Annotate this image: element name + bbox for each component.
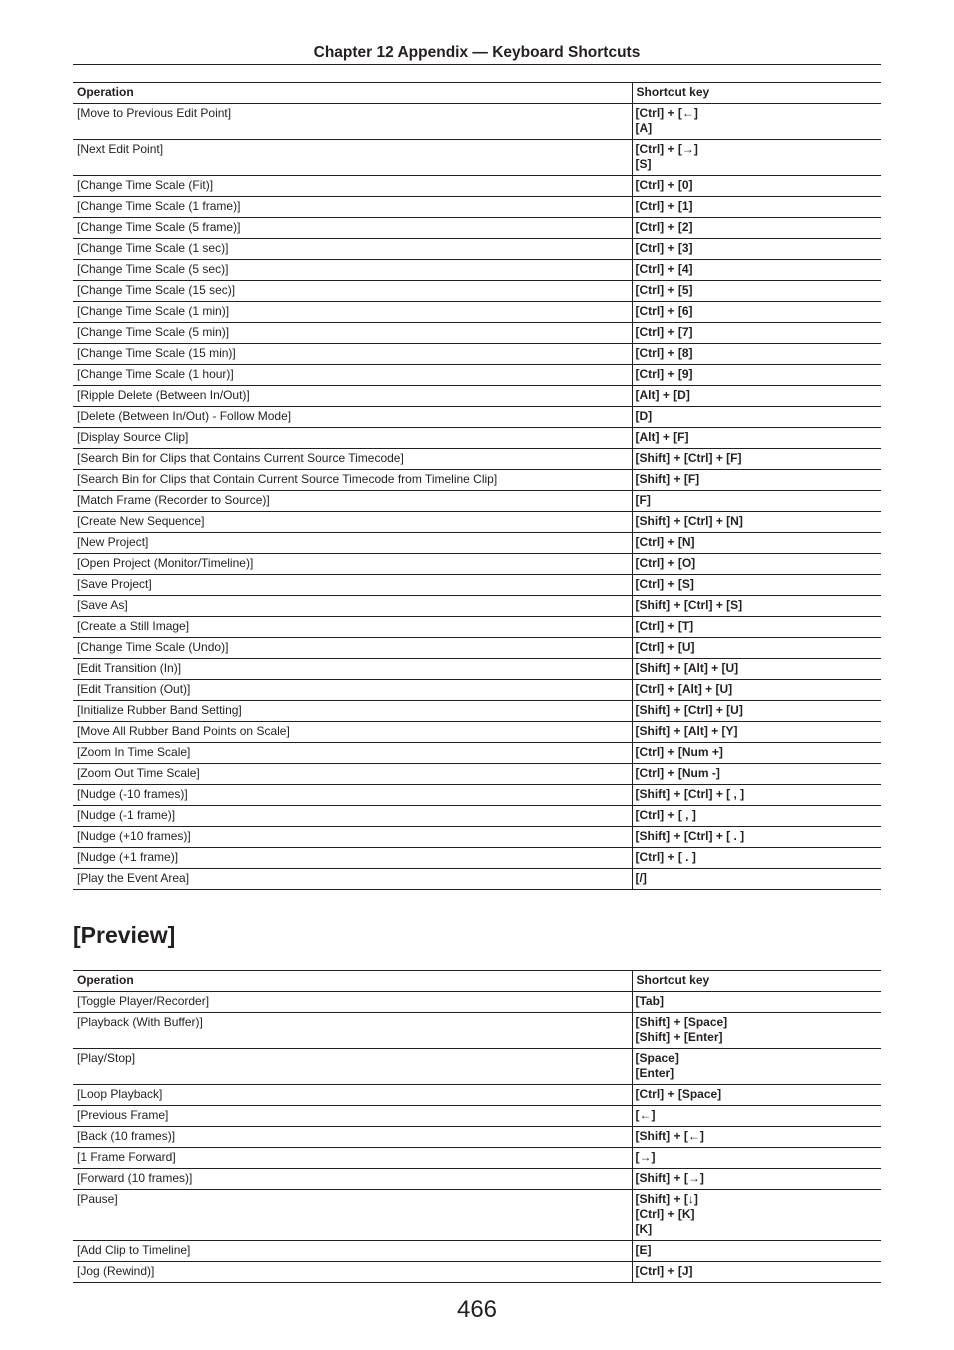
operation-cell: [Delete (Between In/Out) - Follow Mode] [73,407,632,428]
shortcut-key: [Ctrl] + [S] [635,577,694,591]
operation-cell: [Nudge (-10 frames)] [73,785,632,806]
shortcut-key-cell [632,365,881,386]
shortcut-key-cell [632,617,881,638]
shortcut-key-cell [632,1085,881,1106]
shortcut-key-cell [632,344,881,365]
table-row [73,1241,881,1262]
table-row [73,323,881,344]
table-row [73,680,881,701]
column-header-shortcut-key: Shortcut key [632,83,881,104]
shortcut-key-cell [632,869,881,890]
shortcut-key-cell [632,1127,881,1148]
shortcut-key: [Ctrl] + [J] [635,1264,693,1278]
operation-cell: [Initialize Rubber Band Setting] [73,701,632,722]
operation-cell: [Change Time Scale (1 sec)] [73,239,632,260]
shortcut-key-cell [632,281,881,302]
shortcut-key-cell [632,491,881,512]
table-row [73,302,881,323]
shortcut-key: [Shift] + [Ctrl] + [ . ] [635,829,745,843]
operation-cell: [Create a Still Image] [73,617,632,638]
operation-cell: [Edit Transition (Out)] [73,680,632,701]
table-row [73,104,881,140]
table-row [73,344,881,365]
operation-cell: [1 Frame Forward] [73,1148,632,1169]
shortcut-key: [Shift] + [↓] [635,1192,698,1206]
table-row [73,1085,881,1106]
table-row [73,554,881,575]
operation-cell: [Edit Transition (In)] [73,659,632,680]
shortcut-key-cell [632,176,881,197]
operation-cell: [Create New Sequence] [73,512,632,533]
table-row [73,1169,881,1190]
operation-cell: [Loop Playback] [73,1085,632,1106]
shortcut-key: [Ctrl] + [0] [635,178,693,192]
shortcut-key: [Ctrl] + [6] [635,304,693,318]
shortcut-key-cell [632,743,881,764]
operation-cell: [Ripple Delete (Between In/Out)] [73,386,632,407]
table-row [73,617,881,638]
operation-cell: [Zoom Out Time Scale] [73,764,632,785]
operation-cell: [Play the Event Area] [73,869,632,890]
table-body [73,992,881,1283]
shortcut-key-cell [632,140,881,176]
table-row [73,1127,881,1148]
shortcut-key-cell [632,1049,881,1085]
operation-cell: [Search Bin for Clips that Contain Current Source Timecode from Timeline Clip] [73,470,632,491]
operation-cell: [Pause] [73,1190,632,1241]
shortcut-key: [K] [635,1222,653,1236]
operation-cell: [Nudge (+1 frame)] [73,848,632,869]
shortcut-key-cell [632,302,881,323]
shortcut-key: [Shift] + [Ctrl] + [F] [635,451,742,465]
shortcut-key: [Ctrl] + [5] [635,283,693,297]
shortcut-key-cell [632,449,881,470]
table-row [73,428,881,449]
operation-cell: [Play/Stop] [73,1049,632,1085]
shortcut-key: [Ctrl] + [1] [635,199,693,213]
shortcut-key-cell [632,575,881,596]
operation-cell: [Move All Rubber Band Points on Scale] [73,722,632,743]
shortcut-key: [/] [635,871,647,885]
shortcut-key-cell [632,197,881,218]
shortcut-key: [Ctrl] + [4] [635,262,693,276]
shortcut-key-cell [632,323,881,344]
shortcut-key: [Alt] + [F] [635,430,689,444]
table-header-row [73,83,881,104]
shortcut-key-cell [632,104,881,140]
operation-cell: [Playback (With Buffer)] [73,1013,632,1049]
operation-cell: [Save As] [73,596,632,617]
shortcut-key: [Shift] + [Ctrl] + [ , ] [635,787,745,801]
shortcut-key: [Enter] [635,1066,675,1080]
table-row [73,575,881,596]
shortcut-key: [←] [635,1108,656,1122]
shortcut-key: [Shift] + [Ctrl] + [U] [635,703,743,717]
shortcut-key-cell [632,386,881,407]
table-row [73,176,881,197]
operation-cell: [Nudge (-1 frame)] [73,806,632,827]
shortcut-key-cell [632,1262,881,1283]
operation-cell: [Change Time Scale (Undo)] [73,638,632,659]
table-row [73,281,881,302]
table-row [73,218,881,239]
table-row [73,1013,881,1049]
shortcut-key-cell [632,239,881,260]
shortcut-key-cell [632,596,881,617]
shortcut-key: [Ctrl] + [K] [635,1207,695,1221]
shortcut-key: [Ctrl] + [←] [635,106,698,120]
shortcut-key: [Ctrl] + [U] [635,640,695,654]
shortcut-key-cell [632,722,881,743]
table-row [73,197,881,218]
table-row [73,701,881,722]
shortcut-key-cell [632,1013,881,1049]
header-divider [73,64,881,65]
table-row [73,659,881,680]
shortcut-key-cell [632,638,881,659]
shortcut-key: [Shift] + [Ctrl] + [S] [635,598,743,612]
shortcut-key: [Shift] + [Alt] + [U] [635,661,739,675]
shortcut-key: [Tab] [635,994,664,1008]
shortcut-key: [Shift] + [Ctrl] + [N] [635,514,743,528]
table-row [73,1106,881,1127]
table-row [73,1049,881,1085]
shortcut-key: [Ctrl] + [ . ] [635,850,696,864]
column-header-shortcut-key: Shortcut key [632,971,881,992]
operation-cell: [Save Project] [73,575,632,596]
operation-cell: [Change Time Scale (1 frame)] [73,197,632,218]
table-row [73,1148,881,1169]
table-row [73,806,881,827]
table-row [73,992,881,1013]
shortcut-key: [Ctrl] + [Space] [635,1087,722,1101]
chapter-header: Chapter 12 Appendix — Keyboard Shortcuts [313,44,641,61]
shortcut-key-cell [632,512,881,533]
section-title-preview: [Preview] [73,922,176,948]
table-row [73,491,881,512]
shortcut-key: [Alt] + [D] [635,388,690,402]
shortcut-key: [→] [635,1150,656,1164]
shortcut-key: [Ctrl] + [9] [635,367,693,381]
table-row [73,407,881,428]
shortcut-key-cell [632,470,881,491]
shortcut-key: [Ctrl] + [8] [635,346,693,360]
operation-cell: [Search Bin for Clips that Contains Current Source Timecode] [73,449,632,470]
table-row [73,722,881,743]
shortcut-key-cell [632,827,881,848]
table-row [73,533,881,554]
shortcut-key-cell [632,701,881,722]
shortcut-key-cell [632,407,881,428]
shortcut-key: [Shift] + [→] [635,1171,704,1185]
column-header-operation: Operation [73,971,632,992]
operation-cell: [Back (10 frames)] [73,1127,632,1148]
table-header-row [73,971,881,992]
shortcut-key: [Ctrl] + [2] [635,220,693,234]
shortcut-key-cell [632,764,881,785]
table-row [73,596,881,617]
table-row [73,140,881,176]
shortcut-key: [Shift] + [Alt] + [Y] [635,724,738,738]
shortcut-key-cell [632,1169,881,1190]
operation-cell: [New Project] [73,533,632,554]
shortcut-key-cell [632,428,881,449]
table-row [73,239,881,260]
shortcut-key: [D] [635,409,653,423]
table-row [73,743,881,764]
shortcut-key: [Ctrl] + [7] [635,325,693,339]
shortcut-key: [Ctrl] + [→] [635,142,698,156]
operation-cell: [Change Time Scale (1 hour)] [73,365,632,386]
shortcut-key: [Shift] + [Space] [635,1015,728,1029]
shortcut-key: [Ctrl] + [3] [635,241,693,255]
shortcut-key-cell [632,1106,881,1127]
shortcut-table-preview [73,970,881,1283]
operation-cell: [Zoom In Time Scale] [73,743,632,764]
operation-cell: [Change Time Scale (15 sec)] [73,281,632,302]
operation-cell: [Change Time Scale (5 frame)] [73,218,632,239]
operation-cell: [Nudge (+10 frames)] [73,827,632,848]
shortcut-key: [Space] [635,1051,679,1065]
shortcut-key: [F] [635,493,651,507]
shortcut-key: [Shift] + [Enter] [635,1030,723,1044]
shortcut-key-cell [632,1190,881,1241]
shortcut-key: [A] [635,121,653,135]
shortcut-key: [Ctrl] + [ , ] [635,808,696,822]
shortcut-key: [Ctrl] + [Alt] + [U] [635,682,733,696]
shortcut-key-cell [632,806,881,827]
table-row [73,785,881,806]
shortcut-table-timeline [73,82,881,890]
operation-cell: [Add Clip to Timeline] [73,1241,632,1262]
page-number: 466 [456,1296,498,1323]
table-body [73,104,881,890]
operation-cell: [Next Edit Point] [73,140,632,176]
table-row [73,386,881,407]
operation-cell: [Change Time Scale (Fit)] [73,176,632,197]
operation-cell: [Forward (10 frames)] [73,1169,632,1190]
table-row [73,260,881,281]
shortcut-key: [Ctrl] + [T] [635,619,694,633]
shortcut-key: [E] [635,1243,652,1257]
table-row [73,827,881,848]
shortcut-key: [Ctrl] + [Num +] [635,745,723,759]
operation-cell: [Previous Frame] [73,1106,632,1127]
operation-cell: [Move to Previous Edit Point] [73,104,632,140]
table-row [73,512,881,533]
table-row [73,764,881,785]
shortcut-key-cell [632,1241,881,1262]
operation-cell: [Match Frame (Recorder to Source)] [73,491,632,512]
shortcut-key: [Shift] + [F] [635,472,700,486]
shortcut-key: [S] [635,157,652,171]
operation-cell: [Change Time Scale (15 min)] [73,344,632,365]
shortcut-key: [Ctrl] + [O] [635,556,696,570]
table-row [73,1262,881,1283]
operation-cell: [Change Time Scale (5 min)] [73,323,632,344]
shortcut-key-cell [632,260,881,281]
shortcut-key-cell [632,992,881,1013]
operation-cell: [Toggle Player/Recorder] [73,992,632,1013]
operation-cell: [Open Project (Monitor/Timeline)] [73,554,632,575]
operation-cell: [Change Time Scale (1 min)] [73,302,632,323]
operation-cell: [Jog (Rewind)] [73,1262,632,1283]
shortcut-key: [Ctrl] + [N] [635,535,695,549]
table-row [73,449,881,470]
shortcut-key-cell [632,659,881,680]
shortcut-key-cell [632,848,881,869]
table-row [73,470,881,491]
table-row [73,1190,881,1241]
shortcut-key: [Shift] + [←] [635,1129,704,1143]
shortcut-key-cell [632,680,881,701]
table-row [73,869,881,890]
operation-cell: [Display Source Clip] [73,428,632,449]
shortcut-key-cell [632,554,881,575]
table-row [73,365,881,386]
operation-cell: [Change Time Scale (5 sec)] [73,260,632,281]
shortcut-key-cell [632,785,881,806]
shortcut-key-cell [632,1148,881,1169]
shortcut-key-cell [632,533,881,554]
shortcut-key: [Ctrl] + [Num -] [635,766,720,780]
shortcut-key-cell [632,218,881,239]
table-row [73,848,881,869]
table-row [73,638,881,659]
column-header-operation: Operation [73,83,632,104]
